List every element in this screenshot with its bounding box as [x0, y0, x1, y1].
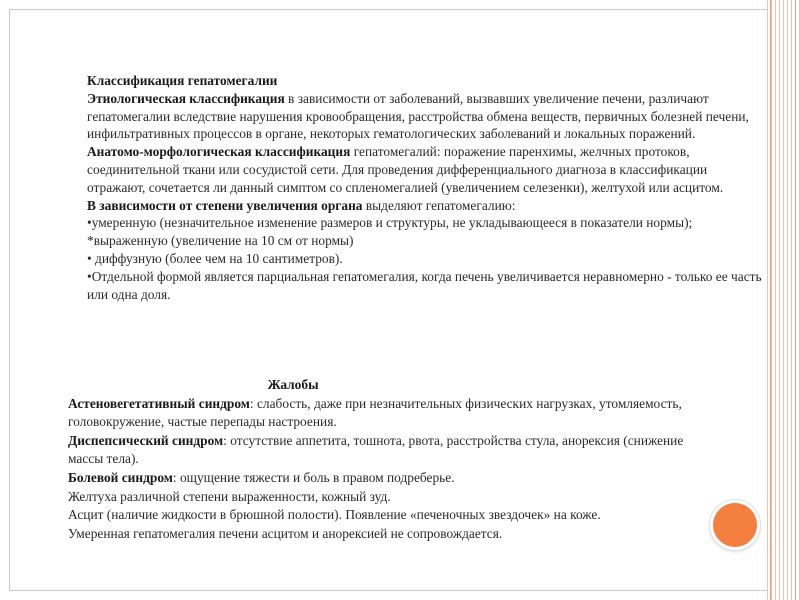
- degree-paragraph: [87, 197, 767, 215]
- pain-text: : ощущение тяжести и боль в правом подреберье.: [172, 469, 455, 485]
- classification-section: [87, 72, 767, 303]
- anatomical-paragraph: [87, 143, 767, 196]
- degree-item-diffuse: • диффузную (более чем на 10 сантиметров).: [87, 250, 343, 266]
- asthenic-label: Астеновегетативный синдром: [68, 395, 250, 411]
- degree-label: В зависимости от степени увеличения органа: [87, 197, 363, 213]
- classification-title: Классификация гепатомегалии: [87, 73, 278, 88]
- asthenic-syndrome: [68, 395, 708, 432]
- pain-syndrome: [68, 469, 708, 488]
- degree-item-partial: •Отдельной формой является парциальная гепатомегалия, когда печень увеличивается неравномерно - только ее часть или одна доля.: [87, 268, 762, 302]
- dyspeptic-text: : отсутствие аппетита, тошнота, рвота, расстройства стула, анорексия (снижение массы тела).: [68, 432, 684, 467]
- decorative-stripe-bar: [767, 0, 800, 600]
- etiological-paragraph: [87, 90, 767, 143]
- asthenic-text: : слабость, даже при незначительных физических нагрузках, утомляемость, головокружение, частые перепады настроения.: [68, 395, 682, 430]
- ascites-line: Асцит (наличие жидкости в брюшной полости). Появление «печеночных звездочек» на коже.: [68, 507, 601, 523]
- etiological-label: Этиологическая классификация: [87, 90, 285, 106]
- hepatomegaly-note: Умеренная гепатомегалия печени асцитом и анорексией не сопровождается.: [68, 525, 503, 541]
- complaints-title: Жалобы: [267, 377, 319, 392]
- degree-item-moderate: •умеренную (незначительное изменение размеров и структуры, не укладывающееся в показатели нормы); *выраженную (увеличение на 10 см от нормы): [87, 215, 693, 249]
- degree-text: выделяют гепатомегалию:: [362, 197, 516, 213]
- complaints-title-row: [68, 376, 708, 395]
- anatomical-text: гепатомегалий: поражение паренхимы, желчных протоков, соединительной ткани или сосудистой сети. Для проведения дифференциального диагноза в классификации отражают, сочетается ли данный симптом со спленомегалией (увеличением селезенки), желтухой или асцитом.: [87, 144, 724, 195]
- dyspeptic-label: Диспепсический синдром: [68, 432, 224, 448]
- pain-label: Болевой синдром: [68, 469, 173, 485]
- dyspeptic-syndrome: [68, 432, 708, 469]
- etiological-text: в зависимости от заболеваний, вызвавших увеличение печени, различают гепатомегалии вследствие нарушения кровообращения, расстройства обмена веществ, первичных болезней печени, инфильтративных процессов в органе, некоторых гематологических заболеваний и локальных поражений.: [87, 90, 749, 142]
- orange-circle-decoration: [710, 500, 760, 550]
- complaints-section: [68, 376, 708, 543]
- anatomical-label: Анатомо-морфологическая классификация: [87, 144, 351, 160]
- jaundice-line: Желтуха различной степени выраженности, кожный зуд.: [68, 488, 391, 504]
